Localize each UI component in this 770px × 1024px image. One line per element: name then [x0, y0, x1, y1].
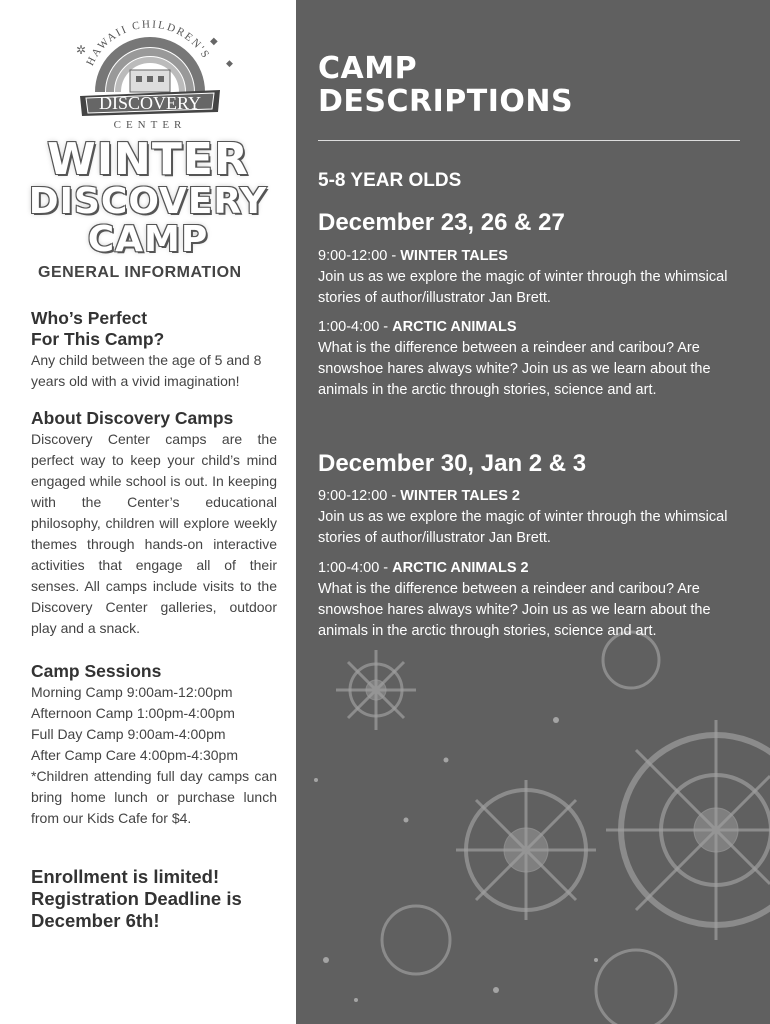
session-line: Morning Camp 9:00am-12:00pm: [31, 684, 233, 700]
about-section: [31, 408, 277, 639]
logo-banner-text: DISCOVERY: [98, 93, 202, 113]
week2-morning-session: [318, 486, 738, 549]
general-info-column: [0, 0, 296, 1024]
week2-dates-heading: December 30, Jan 2 & 3: [318, 450, 587, 477]
star-icon: ◆: [210, 36, 218, 47]
session-title: WINTER TALES: [400, 248, 508, 264]
star-icon: ◆: [226, 58, 233, 68]
general-information-heading: GENERAL INFORMATION: [38, 264, 242, 281]
title-line-winter: WINTER: [47, 134, 249, 185]
sessions-note: *Children attending full day camps can bring home lunch or purchase lunch from our Kids Cafe for $4.: [31, 768, 277, 826]
week1-afternoon-session: [318, 317, 738, 401]
sessions-heading: Camp Sessions: [31, 661, 162, 681]
enrollment-notice: [31, 866, 281, 932]
enrollment-line3: December 6th!: [31, 910, 160, 931]
who-body: Any child between the age of 5 and 8 years old with a vivid imagination!: [31, 352, 262, 389]
age-group-heading: 5-8 YEAR OLDS: [318, 170, 462, 191]
session-description: Join us as we explore the magic of winter through the whimsical stories of author/illustrator Jan Brett.: [318, 509, 728, 546]
about-body: Discovery Center camps are the perfect way to keep your child’s mind engaged while school is out. In keeping with the Center’s educational philosophy, children will explore weekly themes through hands-on interactive activities that engage all of their senses. All camps include visits to the Discovery Center galleries, outdoor play and a snack.: [31, 431, 277, 636]
title-line-camp: CAMP: [318, 51, 418, 86]
title-line-discovery: DISCOVERY: [28, 181, 268, 222]
session-line: Afternoon Camp 1:00pm-4:00pm: [31, 705, 235, 721]
session-description: What is the difference between a reindeer and caribou? Are snowshoe hares always white? Join us as we learn about the animals in the arctic through stories, science and art.: [318, 581, 711, 639]
camp-descriptions-title: [318, 52, 573, 118]
divider: [318, 140, 740, 141]
star-icon: ✲: [76, 43, 87, 57]
session-title: ARCTIC ANIMALS 2: [392, 560, 529, 576]
sessions-section: [31, 661, 277, 829]
week1-dates-heading: December 23, 26 & 27: [318, 209, 565, 236]
discovery-center-logo: [60, 14, 240, 132]
session-title: ARCTIC ANIMALS: [392, 319, 517, 335]
who-heading-line1: Who’s Perfect: [31, 308, 148, 328]
session-line: After Camp Care 4:00pm-4:30pm: [31, 747, 238, 763]
title-line-camp: CAMP: [87, 219, 209, 260]
week2-afternoon-session: [318, 558, 738, 642]
session-time: 1:00-4:00 -: [318, 560, 393, 576]
session-time: 1:00-4:00 -: [318, 319, 393, 335]
who-section: [31, 308, 277, 392]
logo-arc-text: HAWAII CHILDREN'S: [84, 18, 213, 68]
enrollment-line1: Enrollment is limited!: [31, 866, 220, 887]
camp-descriptions-panel: [296, 0, 770, 1024]
title-line-descriptions: DESCRIPTIONS: [318, 84, 574, 119]
about-heading: About Discovery Camps: [31, 408, 234, 428]
logo-sub-text: CENTER: [113, 119, 187, 131]
session-description: Join us as we explore the magic of winter through the whimsical stories of author/illustrator Jan Brett.: [318, 269, 728, 306]
session-title: WINTER TALES 2: [400, 488, 520, 504]
who-heading-line2: For This Camp?: [31, 329, 165, 349]
session-line: Full Day Camp 9:00am-4:00pm: [31, 726, 226, 742]
enrollment-line2: Registration Deadline is: [31, 888, 242, 909]
winter-discovery-camp-title: [28, 134, 268, 260]
session-description: What is the difference between a reindeer and caribou? Are snowshoe hares always white? Join us as we learn about the animals in the arctic through stories, science and art.: [318, 340, 711, 398]
week1-morning-session: [318, 246, 738, 309]
session-time: 9:00-12:00 -: [318, 488, 401, 504]
session-time: 9:00-12:00 -: [318, 248, 401, 264]
